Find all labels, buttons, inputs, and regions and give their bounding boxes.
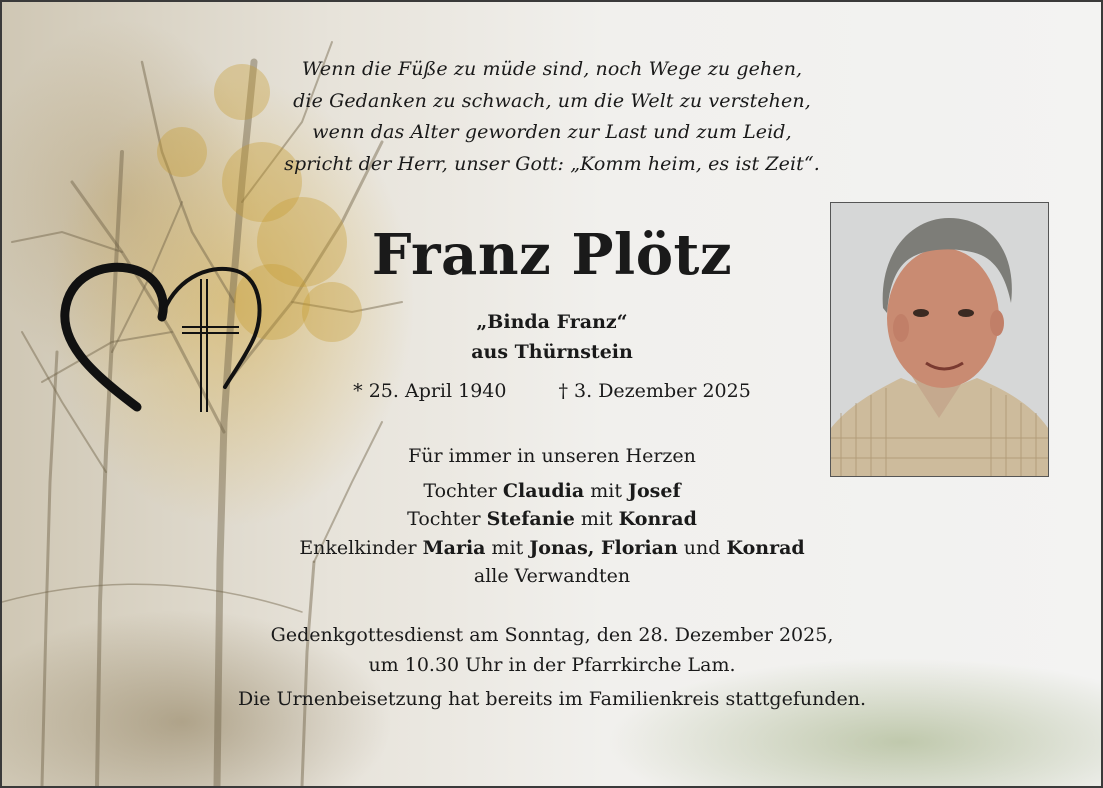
connector: und [677, 536, 727, 559]
family-line: alle Verwandten [473, 565, 631, 587]
family-name: Jonas, Florian [529, 536, 678, 559]
connector: mit [574, 508, 619, 530]
death-date: † 3. Dezember 2025 [558, 380, 751, 402]
family-name: Stefanie [486, 508, 575, 530]
birth-date: * 25. April 1940 [353, 380, 507, 402]
deceased-name: Franz Plötz [371, 222, 733, 288]
poem-line: die Gedanken zu schwach, um die Welt zu verstehen, [293, 89, 811, 112]
poem-line: wenn das Alter geworden zur Last und zum Leid, [312, 121, 792, 143]
family-name: Claudia [502, 479, 585, 502]
family-line [2, 477, 1102, 506]
relation-label: Enkelkinder [299, 536, 423, 559]
service-line: Gedenkgottesdienst am Sonntag, den 28. Dezember 2025, [270, 624, 834, 646]
origin: aus Thürnstein [471, 341, 633, 363]
connector: mit [584, 479, 628, 502]
connector: mit [485, 536, 530, 559]
poem-line: spricht der Herr, unser Gott: „Komm heim, es ist Zeit“. [284, 152, 820, 175]
family-intro: Für immer in unseren Herzen [408, 445, 696, 467]
nickname: „Binda Franz“ [476, 311, 628, 333]
family-name: Josef [628, 479, 681, 502]
poem [2, 54, 1102, 180]
portrait-illustration [831, 203, 1048, 476]
service-line: um 10.30 Uhr in der Pfarrkirche Lam. [368, 654, 736, 676]
family-name: Konrad [726, 536, 805, 559]
portrait-photo [830, 202, 1049, 477]
service-info [2, 620, 1102, 680]
family-name: Maria [422, 536, 486, 559]
family-name: Konrad [618, 508, 697, 530]
family-line [2, 534, 1102, 563]
relation-label: Tochter [407, 508, 487, 530]
relation-label: Tochter [423, 479, 503, 502]
urn-note: Die Urnenbeisetzung hat bereits im Familienkreis stattgefunden. [237, 688, 867, 710]
poem-line: Wenn die Füße zu müde sind, noch Wege zu gehen, [301, 58, 803, 80]
family-line [2, 505, 1102, 534]
